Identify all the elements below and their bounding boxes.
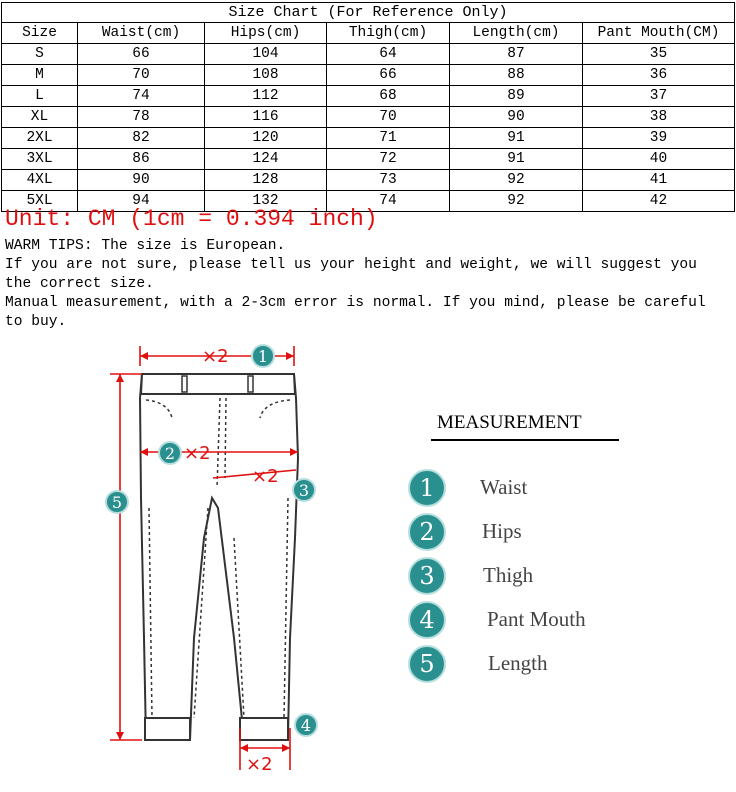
table-cell: 41 [583, 170, 735, 191]
tip-line: Manual measurement, with a 2-3cm error is normal. If you mind, please be careful to buy. [5, 295, 706, 330]
table-cell: 3XL [2, 149, 78, 170]
table-cell: 87 [450, 44, 583, 65]
table-row [2, 128, 735, 149]
legend-label: Pant Mouth [487, 607, 586, 631]
number-badge: 4 [408, 601, 446, 639]
number-badge: 2 [408, 513, 446, 551]
pants-illustration [140, 374, 298, 740]
table-header-row [2, 23, 735, 44]
table-cell: 2XL [2, 128, 78, 149]
table-cell: 42 [583, 191, 735, 212]
table-cell: 128 [205, 170, 327, 191]
tip-line: If you are not sure, please tell us your height and weight, we will suggest you the correct size. [5, 257, 697, 292]
marker-2: 2 [164, 444, 176, 463]
table-cell: 72 [327, 149, 450, 170]
measurement-legend [405, 412, 645, 692]
table-cell: 5XL [2, 191, 78, 212]
number-badge: 5 [408, 645, 446, 683]
column-header: Length(cm) [450, 23, 583, 44]
size-tips [5, 237, 731, 332]
table-cell: 70 [78, 65, 205, 86]
table-cell: 124 [205, 149, 327, 170]
table-cell: 38 [583, 107, 735, 128]
table-row [2, 170, 735, 191]
size-chart-title: Size Chart (For Reference Only) [2, 3, 735, 23]
table-cell: 104 [205, 44, 327, 65]
table-cell: 68 [327, 86, 450, 107]
legend-label: Hips [482, 519, 522, 543]
table-cell: 90 [78, 170, 205, 191]
table-cell: 74 [78, 86, 205, 107]
table-cell: 92 [450, 191, 583, 212]
table-cell: 82 [78, 128, 205, 149]
legend-title: MEASUREMENT [437, 412, 582, 433]
legend-underline [431, 439, 619, 441]
number-badge: 3 [408, 557, 446, 595]
table-cell: 74 [327, 191, 450, 212]
table-cell: 71 [327, 128, 450, 149]
thigh-multiplier: ×2 [252, 466, 279, 487]
marker-3: 3 [298, 481, 310, 500]
table-cell: 73 [327, 170, 450, 191]
waist-multiplier: ×2 [202, 346, 229, 367]
table-cell: L [2, 86, 78, 107]
table-cell: 66 [327, 65, 450, 86]
table-cell: 89 [450, 86, 583, 107]
column-header: Size [2, 23, 78, 44]
table-cell: 4XL [2, 170, 78, 191]
table-cell: 116 [205, 107, 327, 128]
table-row [2, 149, 735, 170]
pant-mouth-multiplier: ×2 [246, 754, 273, 775]
table-cell: 86 [78, 149, 205, 170]
table-cell: 91 [450, 149, 583, 170]
table-cell: 94 [78, 191, 205, 212]
size-chart-table [1, 2, 735, 212]
column-header: Thigh(cm) [327, 23, 450, 44]
table-cell: 108 [205, 65, 327, 86]
tip-line: WARM TIPS: The size is European. [5, 238, 286, 254]
table-cell: 40 [583, 149, 735, 170]
table-cell: 37 [583, 86, 735, 107]
table-cell: 92 [450, 170, 583, 191]
hips-multiplier: ×2 [184, 443, 211, 464]
marker-4: 4 [300, 716, 312, 735]
legend-label: Thigh [483, 563, 534, 587]
legend-label: Length [488, 651, 548, 675]
legend-label: Waist [480, 475, 528, 499]
table-row [2, 65, 735, 86]
table-cell: 70 [327, 107, 450, 128]
table-row [2, 107, 735, 128]
table-row [2, 44, 735, 65]
pants-measurement-diagram [98, 338, 330, 782]
table-cell: 120 [205, 128, 327, 149]
table-cell: 132 [205, 191, 327, 212]
table-cell: M [2, 65, 78, 86]
marker-1: 1 [257, 347, 269, 366]
marker-5: 5 [111, 493, 123, 512]
table-cell: 91 [450, 128, 583, 149]
number-badge: 1 [408, 469, 446, 507]
table-cell: S [2, 44, 78, 65]
column-header: Hips(cm) [205, 23, 327, 44]
column-header: Pant Mouth(CM) [583, 23, 735, 44]
column-header: Waist(cm) [78, 23, 205, 44]
table-cell: 90 [450, 107, 583, 128]
table-cell: 112 [205, 86, 327, 107]
table-cell: 78 [78, 107, 205, 128]
table-cell: 88 [450, 65, 583, 86]
table-cell: XL [2, 107, 78, 128]
table-cell: 39 [583, 128, 735, 149]
table-cell: 35 [583, 44, 735, 65]
table-cell: 66 [78, 44, 205, 65]
unit-note: Unit: CM (1cm = 0.394 inch) [5, 206, 378, 232]
table-cell: 64 [327, 44, 450, 65]
table-row [2, 86, 735, 107]
table-cell: 36 [583, 65, 735, 86]
